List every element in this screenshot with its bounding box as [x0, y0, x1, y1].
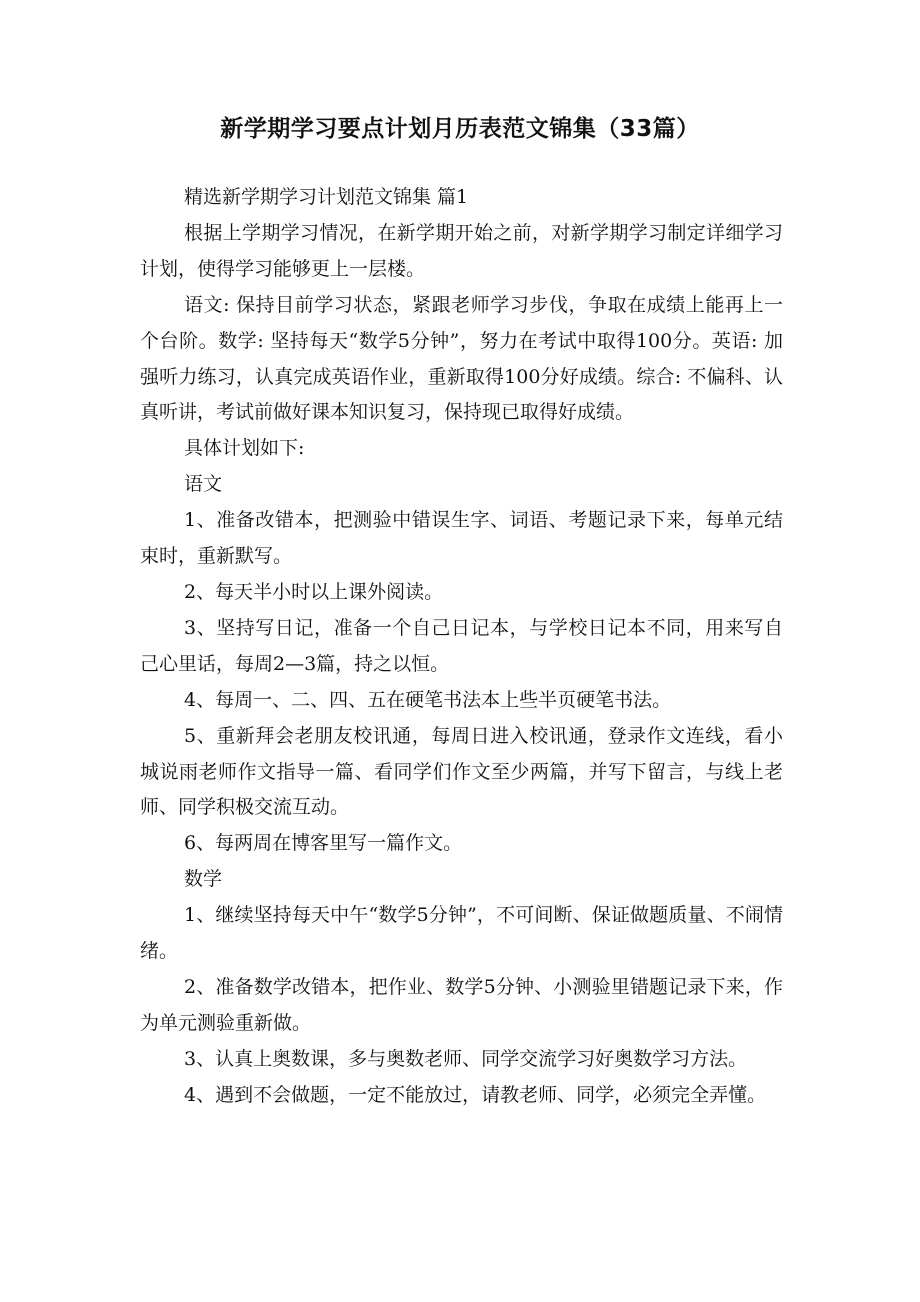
- document-title: 新学期学习要点计划月历表范文锦集（33篇）: [220, 116, 700, 142]
- list-item: 4、每周一、二、四、五在硬笔书法本上些半页硬笔书法。: [184, 688, 672, 711]
- list-item: 4、遇到不会做题，一定不能放过，请教老师、同学，必须完全弄懂。: [184, 1083, 767, 1106]
- list-item: 1、准备改错本，把测验中错误生字、词语、考题记录下来，每单元结束时，重新默写。: [140, 509, 783, 568]
- plan-heading: 具体计划如下:: [184, 437, 305, 460]
- list-item: 3、坚持写日记，准备一个自己日记本，与学校日记本不同，用来写自己心里话，每周2—3篇，持之以恒。: [140, 616, 783, 675]
- subject-heading-chinese: 语文: [184, 473, 223, 496]
- section-heading: 精选新学期学习计划范文锦集 篇1: [184, 186, 469, 208]
- list-item: 6、每两周在博客里写一篇作文。: [184, 832, 463, 855]
- subject-heading-math: 数学: [184, 868, 223, 891]
- list-item: 2、每天半小时以上课外阅读。: [184, 580, 444, 603]
- list-item: 3、认真上奥数课，多与奥数老师、同学交流学习好奥数学习方法。: [184, 1047, 748, 1070]
- list-item: 2、准备数学改错本，把作业、数学5分钟、小测验里错题记录下来，作为单元测验重新做。: [140, 975, 783, 1034]
- goals-paragraph: 语文: 保持目前学习状态，紧跟老师学习步伐，争取在成绩上能再上一个台阶。数学: 坚持每天“数学5分钟”，努力在考试中取得100分。英语: 加强听力练习，认真完成英语作业，重新取得100分好成绩。综合: 不偏科、认真听讲，考试前做好课本知识复习，保持现已取得好成绩。: [140, 293, 783, 424]
- list-item: 1、继续坚持每天中午“数学5分钟”，不可间断、保证做题质量、不闹情绪。: [140, 904, 783, 963]
- intro-paragraph: 根据上学期学习情况，在新学期开始之前，对新学期学习制定详细学习计划，使得学习能够更上一层楼。: [140, 221, 783, 280]
- document-body: [140, 180, 783, 1114]
- list-item: 5、重新拜会老朋友校讯通，每周日进入校讯通，登录作文连线，看小城说雨老师作文指导一篇、看同学们作文至少两篇，并写下留言，与线上老师、同学积极交流互动。: [140, 724, 783, 819]
